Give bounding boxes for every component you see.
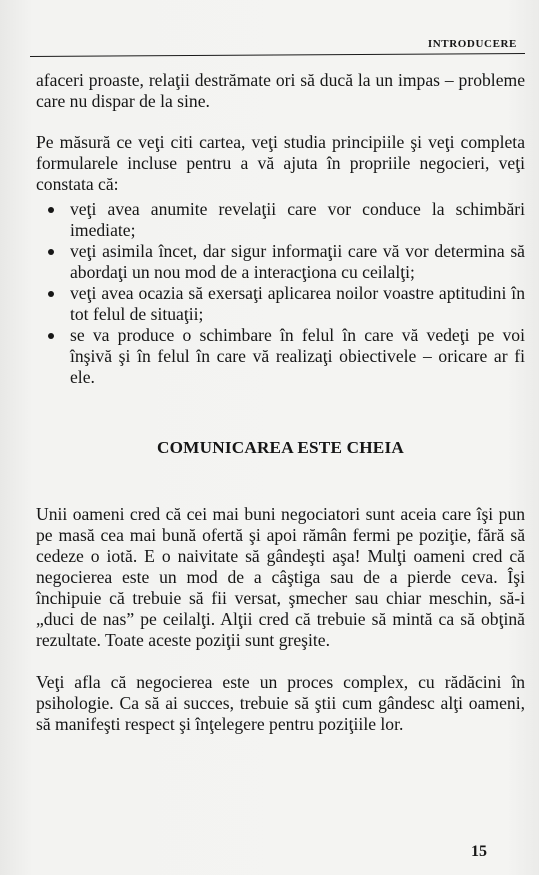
bullet-item — [36, 283, 525, 325]
section-heading: COMUNICAREA ESTE CHEIA — [157, 438, 404, 457]
paragraph-continuation: afaceri proaste, relaţii destrămate ori să ducă la un impas – probleme care nu dispar de la sine. — [36, 70, 525, 111]
bullet-icon — [48, 207, 54, 213]
paragraph-intro-list: Pe măsură ce veţi citi cartea, veţi studia principiile şi veţi completa formularele incluse pentru a vă ajuta în propriile negocieri, veţi constata că: — [36, 132, 525, 194]
bullet-list — [36, 199, 525, 388]
paragraph-section-2: Veţi afla că negocierea este un proces complex, cu rădăcini în psihologie. Ca să ai succes, trebuie să ştii cum gândesc alţi oameni, să manifeşti respect şi înţelegere pentru poziţiile lor. — [36, 672, 525, 734]
header-rule — [30, 53, 525, 57]
bullet-icon — [48, 291, 54, 297]
bullet-item — [36, 325, 525, 388]
bullet-text: veţi asimila încet, dar sigur informaţii care vă vor determina să abordaţi un nou mod de a interacţiona cu ceilalţi; — [70, 241, 525, 282]
page-body — [36, 70, 525, 735]
bullet-text: veţi avea anumite revelaţii care vor conduce la schimbări imediate; — [70, 199, 525, 240]
page-number: 15 — [471, 843, 487, 860]
bullet-text: se va produce o schimbare în felul în care vă vedeţi pe voi înşivă şi în felul în care vă realizaţi obiectivele – oricare ar fi ele. — [70, 325, 525, 387]
bullet-item — [36, 199, 525, 241]
bullet-text: veţi avea ocazia să exersaţi aplicarea noilor voastre aptitudini în tot felul de situaţii; — [70, 283, 525, 324]
running-head: INTRODUCERE — [427, 38, 517, 50]
bullet-icon — [48, 249, 54, 255]
bullet-icon — [48, 333, 54, 339]
paragraph-section-1: Unii oameni cred că cei mai buni negociatori sunt aceia care îşi pun pe masă cea mai bună ofertă şi apoi rămân fermi pe poziţie, fără să cedeze o iotă. E o naivitate să gândeşti aşa! Mulţi oameni cred că negocierea este un mod de a câştiga sau de a pierde ceva. Îşi închipuie că trebuie să fii versat, şmecher sau chiar meschin, să-i „duci de nas” pe ceilalţi. Alţii cred că trebuie să mintă ca să obţină rezultate. Toate aceste poziţii sunt greşite. — [36, 504, 525, 650]
bullet-item — [36, 241, 525, 283]
